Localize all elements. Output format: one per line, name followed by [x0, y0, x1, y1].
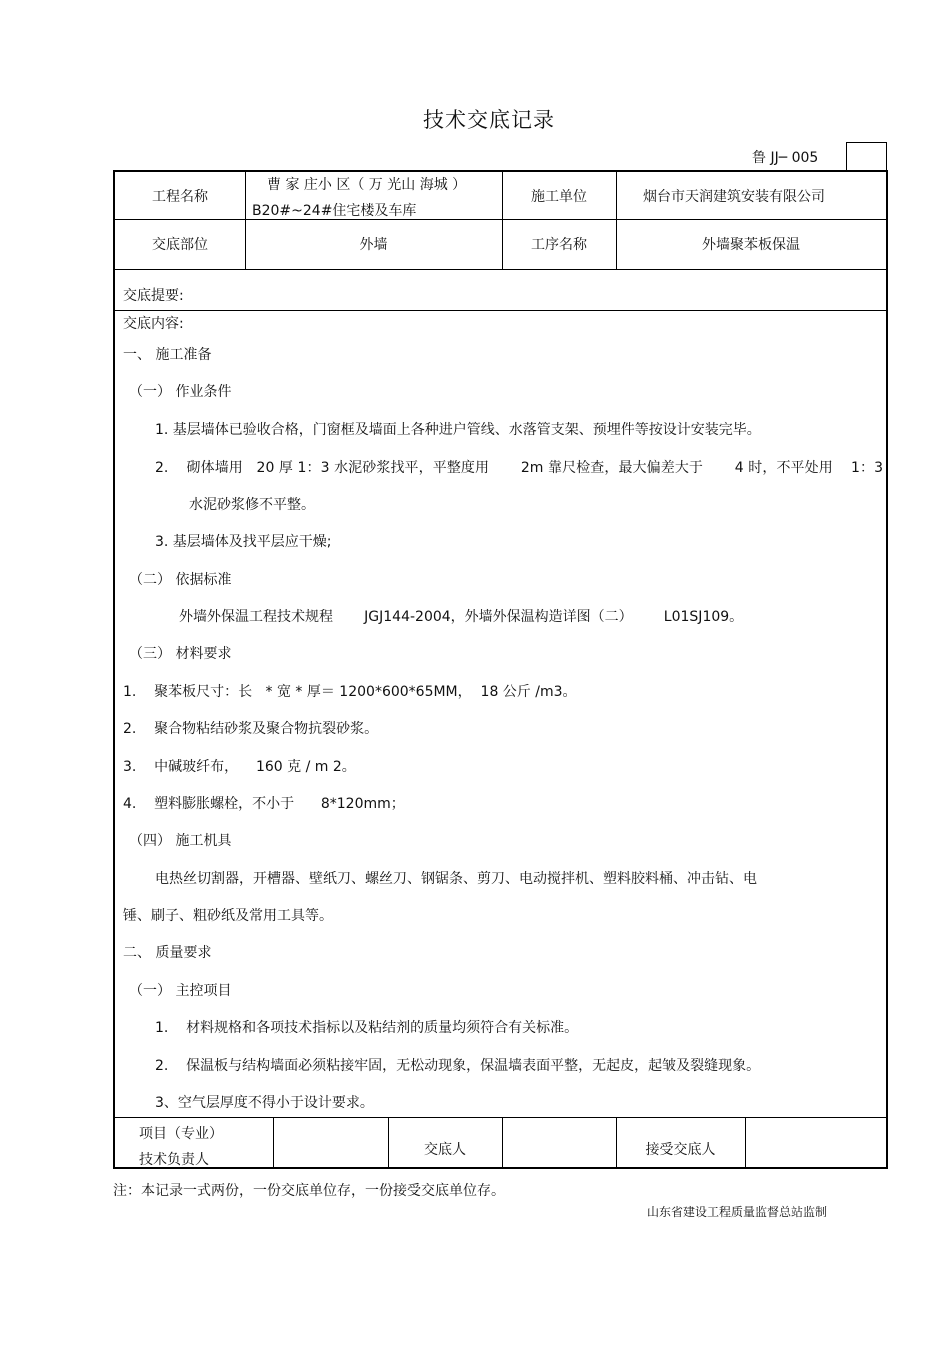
receiver-label: 接受交底人: [645, 1142, 716, 1158]
section-heading: 一、 施工准备: [123, 347, 212, 363]
summary-label: 交底提要:: [123, 288, 184, 304]
document-title: 技术交底记录: [423, 108, 555, 132]
contractor-value: 烟台市天润建筑安装有限公司: [643, 189, 825, 205]
content-item: 2. 砌体墙用 20 厚 1：3 水泥砂浆找平，平整度用 2m 靠尺检查，最大偏差大于 4 时，不平处用 1：3: [155, 460, 883, 476]
column-divider: [745, 1117, 746, 1169]
project-name-line1: 曹 家 庄小 区（ 万 光山 海城 ）: [267, 177, 467, 193]
content-item: 4. 塑料膨胀螺栓，不小于 8*120mm；: [123, 796, 405, 812]
tech-lead-label-line1: 项目（专业）: [139, 1126, 223, 1142]
content-item: 电热丝切割器，开槽器、壁纸刀、螺丝刀、钢锯条、剪刀、电动搅拌机、塑料胶料桶、冲击钻、电: [155, 871, 757, 887]
row-divider: [115, 269, 886, 270]
form-code-box: [846, 142, 887, 170]
project-name-line2: B20#~24#住宅楼及车库: [252, 203, 417, 219]
column-divider: [502, 1117, 503, 1169]
receiver-signature-field[interactable]: [747, 1119, 884, 1167]
tech-lead-signature-field[interactable]: [275, 1119, 387, 1167]
contractor-label: 施工单位: [531, 189, 587, 205]
content-item: 2. 保温板与结构墙面必须粘接牢固，无松动现象，保温墙表面平整，无起皮，起皱及裂缝现象。: [155, 1058, 761, 1074]
content-item: 3、空气层厚度不得小于设计要求。: [155, 1095, 374, 1111]
content-item: 外墙外保温工程技术规程 JGJ144-2004，外墙外保温构造详图（二） L01SJ109。: [179, 609, 744, 625]
content-item: 1. 基层墙体已验收合格，门窗框及墙面上各种进户管线、水落管支架、预埋件等按设计安装完毕。: [155, 422, 761, 438]
location-label: 交底部位: [152, 237, 208, 253]
subsection-heading: （二） 依据标准: [129, 572, 232, 588]
subsection-heading: （一） 主控项目: [129, 983, 232, 999]
form-code: 鲁 JJ─ 005: [752, 150, 819, 166]
issuer-text: 山东省建设工程质量监督总站监制: [647, 1205, 828, 1219]
column-divider: [273, 1117, 274, 1169]
content-item: 1. 材料规格和各项技术指标以及粘结剂的质量均须符合有关标准。: [155, 1020, 579, 1036]
content-item: 3. 基层墙体及找平层应干燥;: [155, 534, 332, 550]
content-label: 交底内容:: [123, 316, 184, 332]
section-heading: 二、 质量要求: [123, 945, 212, 961]
subsection-heading: （四） 施工机具: [129, 833, 232, 849]
discloser-label: 交底人: [424, 1142, 466, 1158]
record-table: [113, 170, 888, 1169]
subsection-heading: （一） 作业条件: [129, 384, 232, 400]
row-divider: [115, 219, 886, 220]
tech-lead-label-line2: 技术负责人: [139, 1152, 209, 1168]
content-item-continued: 锤、刷子、粗砂纸及常用工具等。: [123, 908, 333, 924]
subsection-heading: （三） 材料要求: [129, 646, 232, 662]
content-item: 1. 聚苯板尺寸：长 * 宽 * 厚＝ 1200*600*65MM， 18 公斤 /m3。: [123, 684, 577, 700]
footnote: 注：本记录一式两份，一份交底单位存，一份接受交底单位存。: [113, 1183, 505, 1199]
process-value: 外墙聚苯板保温: [702, 237, 800, 253]
discloser-signature-field[interactable]: [504, 1119, 615, 1167]
column-divider: [245, 172, 246, 269]
project-name-label: 工程名称: [152, 189, 208, 205]
location-value: 外墙: [359, 237, 388, 253]
row-divider: [115, 310, 886, 311]
content-item-continued: 水泥砂浆修不平整。: [189, 497, 315, 513]
process-label: 工序名称: [531, 237, 587, 253]
content-item: 2. 聚合物粘结砂浆及聚合物抗裂砂浆。: [123, 721, 379, 737]
content-item: 3. 中碱玻纤布， 160 克 / m 2。: [123, 759, 356, 775]
row-divider: [115, 1117, 886, 1118]
column-divider: [616, 172, 617, 269]
